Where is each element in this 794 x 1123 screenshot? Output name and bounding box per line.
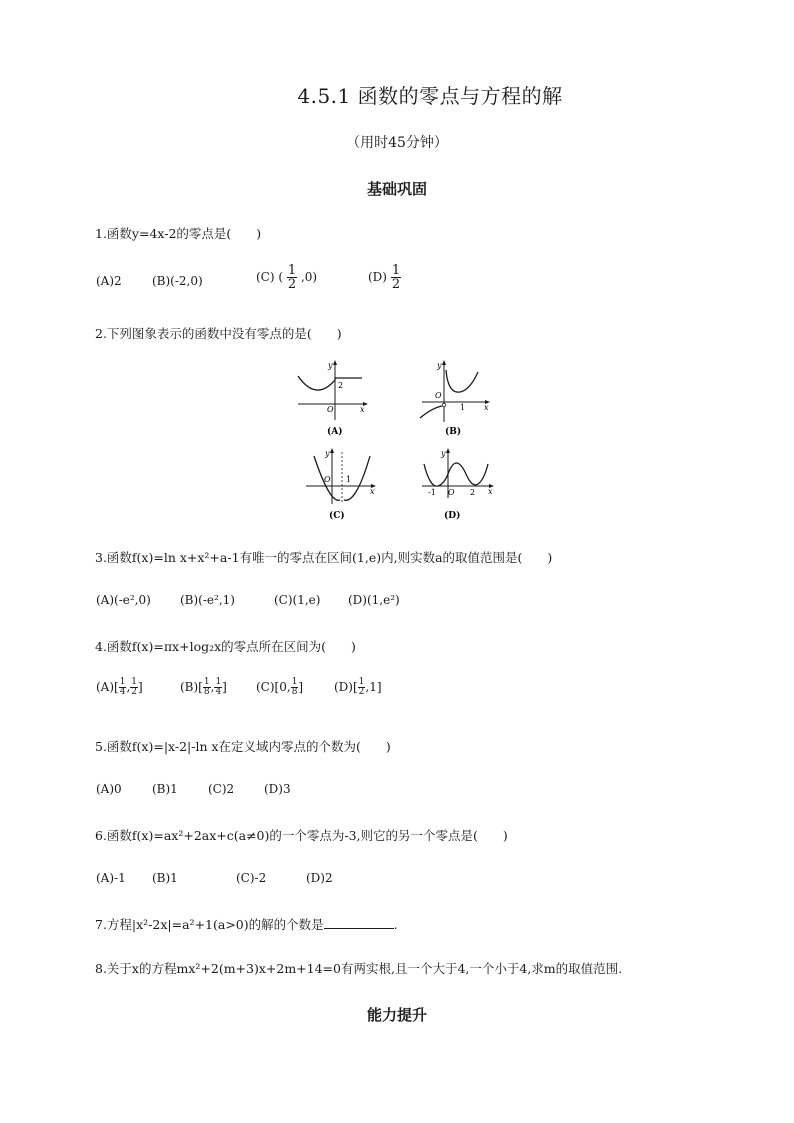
svg-text:(C): (C) [329,511,345,521]
option-d: (D)2 [306,871,333,885]
fraction: $\frac{1}{2}$ [391,263,401,292]
question-5-options [96,782,696,800]
question-2-stem: 2.下列图象表示的函数中没有零点的是( ) [95,326,342,341]
option-a: (A)-1 [96,871,126,885]
option-a: (A)(-e²,0) [96,593,151,607]
option-c: (C) ( $\frac{1}{2}$ ,0) [256,263,318,292]
question-7-stem: 7.方程|x²-2x|=a²+1(a>0)的解的个数是 . [95,917,398,932]
question-1-options [96,262,696,302]
option-c: (C)2 [208,782,235,796]
option-c: (C)(1,e) [274,593,321,607]
svg-text:-1: -1 [428,488,436,497]
svg-text:O: O [324,475,331,484]
svg-text:y: y [437,361,442,370]
origin-label: O [327,405,334,414]
option-a: (A)0 [96,782,122,796]
time-limit: （用时45分钟） [346,135,448,151]
option-b: (B)[ $\frac{1}{8}$ , $\frac{1}{4}$ ] [180,677,227,697]
question-6-options [96,871,696,889]
section-heading-basic: 基础巩固 [366,180,427,198]
graph-d [418,446,498,528]
section-heading-advanced: 能力提升 [366,1006,427,1024]
option-d: (D)(1,e²) [348,593,400,607]
svg-text:O: O [435,391,442,400]
svg-text:1: 1 [346,475,352,484]
graph-caption: (A) [327,427,343,437]
svg-text:x: x [484,403,489,412]
svg-text:(B): (B) [445,427,462,437]
question-5-stem: 5.函数f(x)=|x-2|-ln x在定义域内零点的个数为( ) [95,739,391,754]
option-b: (B)(-2,0) [152,274,203,288]
question-4-options [96,678,696,710]
option-b: (B)(-e²,1) [180,593,235,607]
question-4-stem: 4.函数f(x)=πx+log₂x的零点所在区间为( ) [95,639,356,654]
svg-text:y: y [441,449,446,458]
question-6-stem: 6.函数f(x)=ax²+2ax+c(a≠0)的一个零点为-3,则它的另一个零点是( ) [95,828,508,843]
graph-a [290,358,370,440]
tick-label: 2 [338,381,344,390]
svg-text:x: x [370,487,375,496]
page-title: 4.5.1 函数的零点与方程的解 [297,84,563,108]
svg-text:2: 2 [470,488,476,497]
answer-blank[interactable] [324,928,394,929]
graph-b [412,358,494,440]
svg-text:y: y [325,449,330,458]
graph-c [300,446,380,528]
option-d: (D)[ $\frac{1}{2}$ ,1] [334,677,382,697]
svg-text:(D): (D) [444,511,461,521]
x-axis-label: x [360,405,365,414]
question-3-options [96,593,696,611]
option-c: (C)[0, $\frac{1}{8}$ ] [256,677,304,697]
svg-text:1: 1 [460,403,466,412]
y-axis-label: y [328,361,333,370]
option-b: (B)1 [152,782,178,796]
question-3-stem: 3.函数f(x)=ln x+x²+a-1有唯一的零点在区间(1,e)内,则实数a的取值范围是( ) [95,550,553,565]
fraction: $\frac{1}{2}$ [287,263,297,292]
option-c: (C)-2 [236,871,267,885]
option-d: (D)3 [264,782,291,796]
svg-text:O: O [448,488,455,497]
option-d: (D) $\frac{1}{2}$ [368,263,401,292]
svg-text:x: x [488,487,493,496]
option-a: (A)2 [96,274,122,288]
option-a: (A)[ $\frac{1}{4}$ , $\frac{1}{2}$ ] [96,677,143,697]
question-1-stem: 1.函数y=4x-2的零点是( ) [95,226,262,241]
option-b: (B)1 [152,871,178,885]
question-8-stem: 8.关于x的方程mx²+2(m+3)x+2m+14=0有两实根,且一个大于4,一个小于4,求m的取值范围. [95,961,623,976]
